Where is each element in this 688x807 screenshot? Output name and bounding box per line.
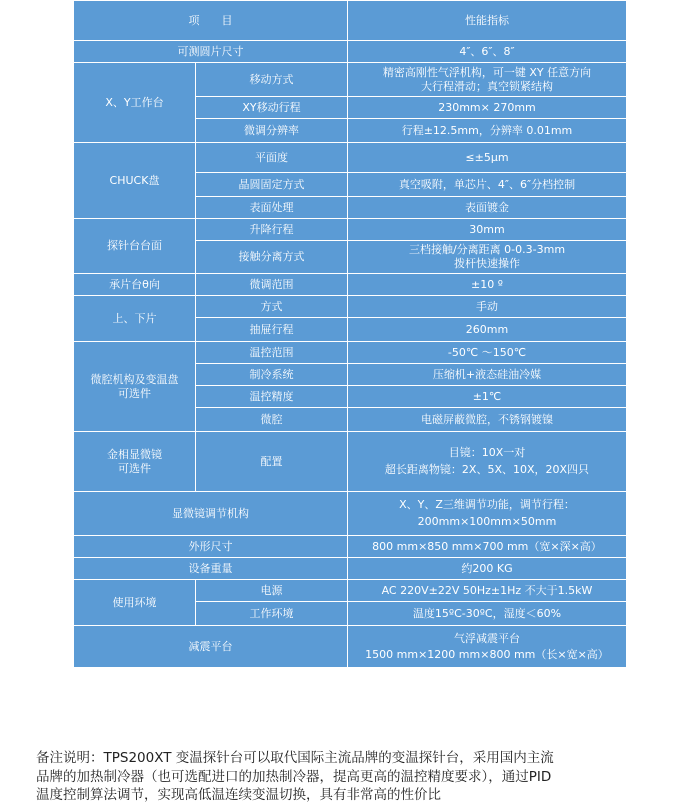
value-line: 精密高刚性气浮机构，可一键 XY 任意方向 [382, 65, 592, 79]
row-label: 晶圆固定方式 [196, 173, 348, 197]
value-line: 200mm×100mm×50mm [417, 515, 557, 528]
group-label: 上、下片 [74, 296, 196, 342]
row-value [348, 492, 627, 536]
header-spec: 性能指标 [348, 1, 627, 41]
value-line: 超长距离物镜：2X、5X、10X，20X四只 [384, 463, 590, 476]
table-header-row [74, 1, 627, 41]
row-label: 减震平台 [74, 626, 348, 668]
label-line: 金相显微镜 [107, 447, 162, 461]
row-value: AC 220V±22V 50Hz±1Hz 不大于1.5kW [348, 580, 627, 602]
table-row [74, 536, 627, 558]
row-label: 接触分离方式 [196, 241, 348, 274]
value-line: 1500 mm×1200 mm×800 mm（长×宽×高） [365, 647, 609, 661]
table-row [74, 558, 627, 580]
label-line: 可选件 [118, 386, 151, 400]
value-line: 拨杆快速操作 [454, 257, 520, 270]
label-line: 可选件 [118, 461, 151, 475]
group-label: 使用环境 [74, 580, 196, 626]
group-label: X、Y工作台 [74, 63, 196, 143]
row-label: 电源 [196, 580, 348, 602]
row-value: 电磁屏蔽微腔，不锈钢镀镍 [348, 408, 627, 432]
table-row [74, 219, 627, 241]
row-value: ±10 º [348, 274, 627, 296]
row-value: 压缩机+液态硅油冷媒 [348, 364, 627, 386]
note-line: 温度控制算法调节，实现高低温连续变温切换，具有非常高的性价比 [36, 787, 441, 803]
row-value: 温度15ºC-30ºC，湿度＜60% [348, 602, 627, 626]
row-value: 4″、6″、8″ [348, 41, 627, 63]
note-line: 品牌的加热制冷器（也可选配进口的加热制冷器，提高更高的温控精度要求），通过PID [36, 768, 552, 785]
row-label: 配置 [196, 432, 348, 492]
row-label: 制冷系统 [196, 364, 348, 386]
row-value: ±1℃ [348, 386, 627, 408]
table-row [74, 626, 627, 668]
note-line: 备注说明：TPS200XT 变温探针台可以取代国际主流品牌的变温探针台，采用国内主流 [36, 750, 554, 766]
header-item: 项 目 [74, 1, 348, 41]
row-label: 工作环境 [196, 602, 348, 626]
row-label: 外形尺寸 [74, 536, 348, 558]
table-row [74, 432, 627, 492]
row-value: 表面镀金 [348, 197, 627, 219]
row-label: XY移动行程 [196, 97, 348, 119]
group-label [74, 432, 196, 492]
spec-table [73, 0, 627, 668]
table-row [74, 274, 627, 296]
table-row [74, 41, 627, 63]
row-label: 微调分辨率 [196, 119, 348, 143]
row-value [348, 432, 627, 492]
row-label: 温控范围 [196, 342, 348, 364]
group-label: CHUCK盘 [74, 143, 196, 219]
row-value [348, 63, 627, 97]
group-label: 探针台台面 [74, 219, 196, 274]
row-label: 温控精度 [196, 386, 348, 408]
row-label: 可测圆片尺寸 [74, 41, 348, 63]
row-label: 微腔 [196, 408, 348, 432]
row-label: 平面度 [196, 143, 348, 173]
row-label: 移动方式 [196, 63, 348, 97]
row-value: 真空吸附，单芯片、4″、6″分档控制 [348, 173, 627, 197]
group-label: 承片台θ向 [74, 274, 196, 296]
value-line: 目镜：10X一对 [448, 446, 526, 459]
remark-note [36, 749, 666, 805]
row-label: 微调范围 [196, 274, 348, 296]
row-value: 260mm [348, 318, 627, 342]
row-label: 表面处理 [196, 197, 348, 219]
group-label [74, 342, 196, 432]
row-value: ≤±5μm [348, 143, 627, 173]
table-row [74, 580, 627, 602]
row-value: 800 mm×850 mm×700 mm（宽×深×高） [348, 536, 627, 558]
row-value: 手动 [348, 296, 627, 318]
row-value [348, 626, 627, 668]
row-value: 30mm [348, 219, 627, 241]
table-row [74, 342, 627, 364]
row-value: 230mm× 270mm [348, 97, 627, 119]
row-value: -50℃ ～150℃ [348, 342, 627, 364]
value-line: 三档接触/分离距离 0-0.3-3mm [408, 243, 566, 256]
row-value: 约200 KG [348, 558, 627, 580]
row-label: 显微镜调节机构 [74, 492, 348, 536]
table-row [74, 296, 627, 318]
label-line: 微腔机构及变温盘 [90, 372, 179, 386]
value-line: X、Y、Z三维调节功能，调节行程： [399, 498, 575, 511]
row-label: 升降行程 [196, 219, 348, 241]
row-label: 方式 [196, 296, 348, 318]
table-row [74, 492, 627, 536]
table-row [74, 143, 627, 173]
row-value [348, 241, 627, 274]
value-line: 气浮减震平台 [454, 631, 520, 645]
table-row [74, 63, 627, 97]
row-value: 行程±12.5mm，分辨率 0.01mm [348, 119, 627, 143]
row-label: 抽屉行程 [196, 318, 348, 342]
value-line: 大行程滑动；真空锁紧结构 [421, 79, 553, 93]
row-label: 设备重量 [74, 558, 348, 580]
